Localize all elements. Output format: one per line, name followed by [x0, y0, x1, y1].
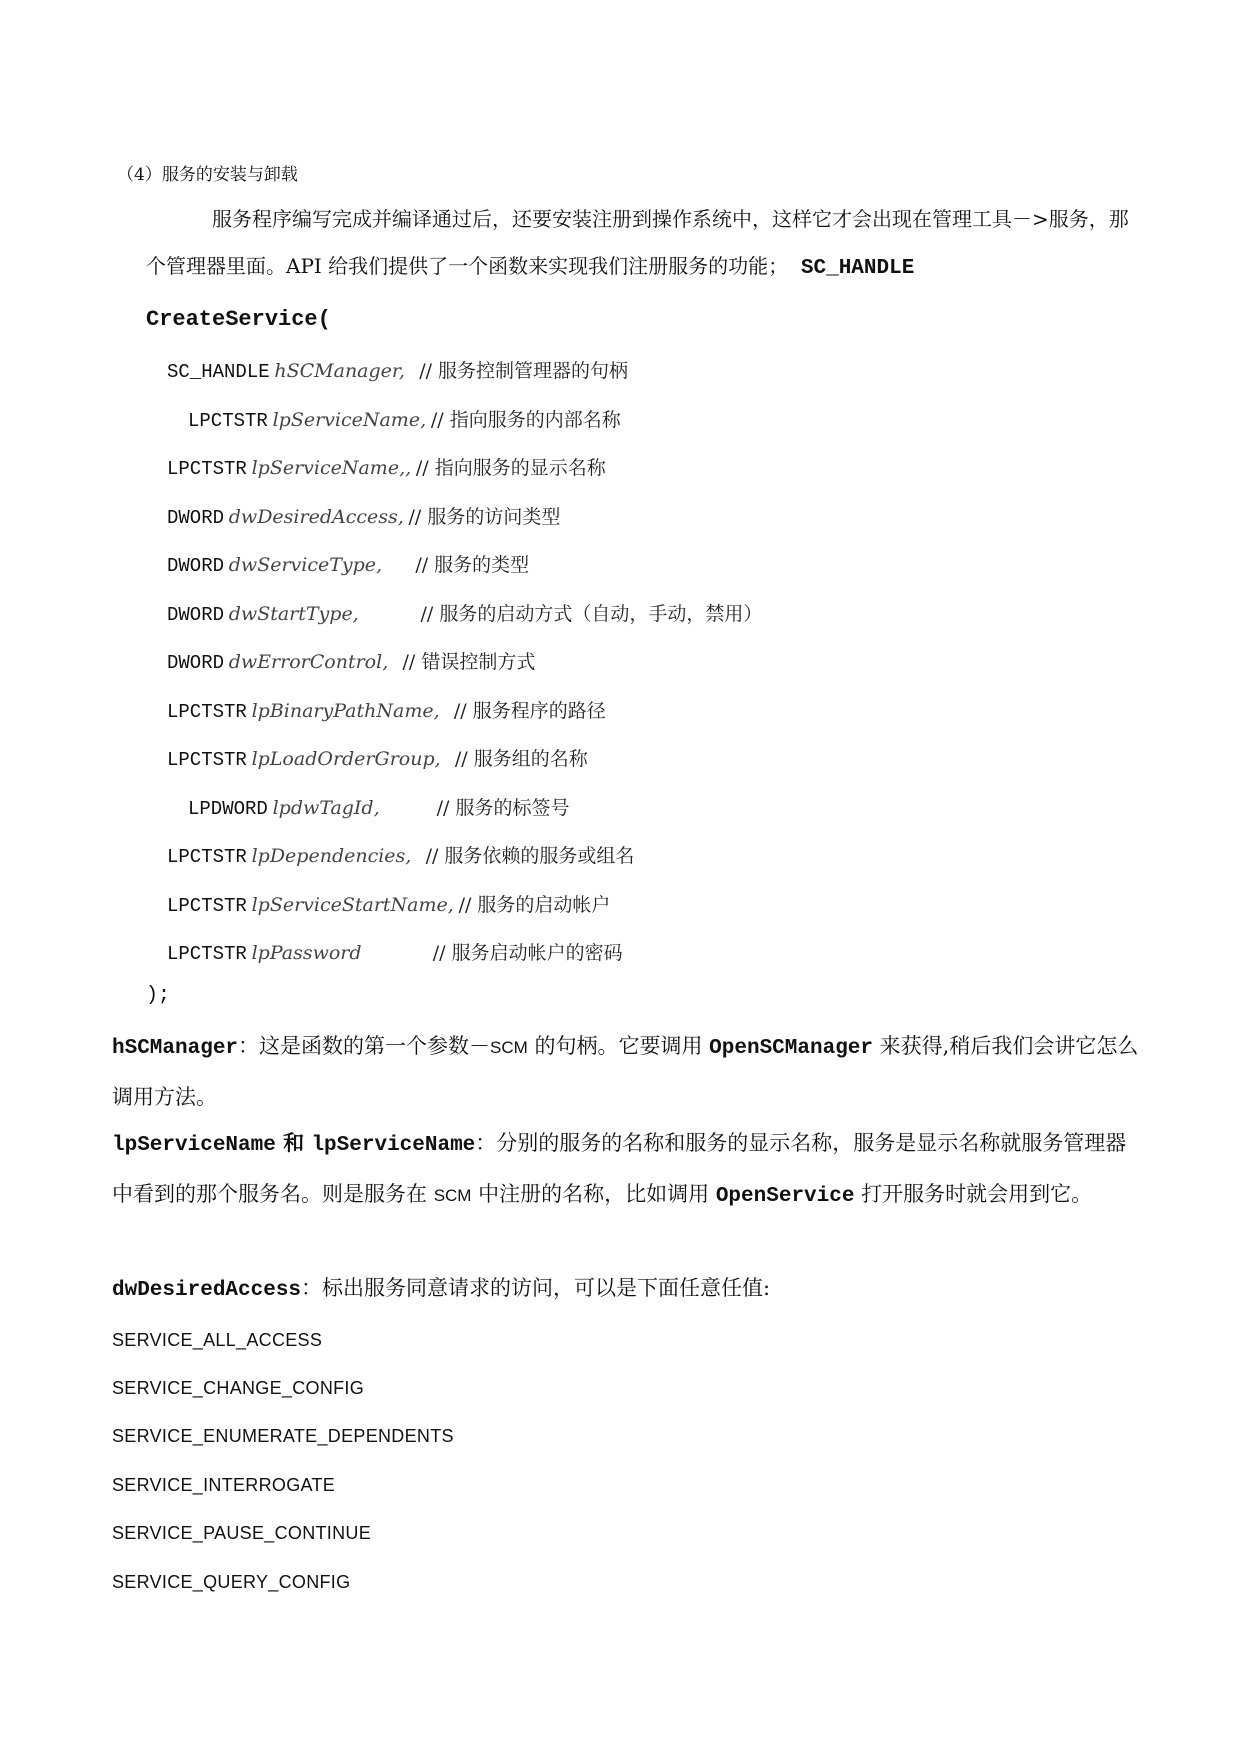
desc-text: ：标出服务同意请求的访问，可以是下面任意任值: [301, 1276, 771, 1300]
param-comment: // 错误控制方式 [402, 651, 536, 673]
param-comment: // 服务的启动方式（自动，手动，禁用） [420, 603, 763, 625]
param-comment: // 服务的标签号 [436, 797, 570, 819]
param-line [167, 356, 628, 383]
param-comment: // 服务启动帐户的密码 [432, 942, 623, 964]
access-value: SERVICE_ALL_ACCESS [112, 1330, 323, 1350]
param-type: DWORD [167, 652, 225, 674]
param-name: dwStartType, [228, 603, 359, 625]
param-name: lpdwTagId, [272, 797, 380, 819]
param-comment: // 服务的启动帐户 [458, 894, 611, 916]
access-value: SERVICE_CHANGE_CONFIG [112, 1378, 365, 1398]
intro-text: 服务程序编写完成并编译通过后，还要安装注册到操作系统中，这样它才会出现在管理工具－>服务，那个管理器里面。API 给我们提供了一个函数来实现我们注册服务的功能； [146, 207, 1129, 278]
api-opens-cmanager: OpenSCManager [709, 1037, 873, 1060]
param-name: lpPassword [251, 942, 362, 964]
intro-paragraph [146, 196, 1136, 292]
param-line [188, 405, 621, 432]
param-line [167, 938, 623, 965]
function-signature: CreateService( [146, 307, 331, 332]
param-comment: // 服务的类型 [415, 554, 530, 576]
desc-text: 来获得,稍后我们会讲它怎么调用方法。 [112, 1034, 1139, 1109]
param-name: lpLoadOrderGroup, [251, 748, 441, 770]
param-type: LPCTSTR [167, 895, 247, 917]
param-type: DWORD [167, 507, 225, 529]
access-value: SERVICE_QUERY_CONFIG [112, 1572, 351, 1592]
param-line [167, 550, 529, 577]
param-comment: // 服务组的名称 [454, 748, 588, 770]
param-name: lpBinaryPathName, [251, 700, 440, 722]
param-line [167, 502, 560, 529]
scm-label: SCM [490, 1038, 528, 1057]
param-comment: // 指向服务的内部名称 [430, 409, 621, 431]
param-line [167, 647, 535, 674]
param-comment: // 服务控制管理器的句柄 [419, 360, 629, 382]
param-name: lpServiceName,, [251, 457, 412, 479]
scm-label: SCM [433, 1186, 472, 1205]
param-type: LPCTSTR [167, 749, 247, 771]
param-line [167, 696, 606, 723]
desc-text: 打开服务时就会用到它。 [854, 1182, 1093, 1206]
param-name: lpServiceStartName, [251, 894, 454, 916]
desc-text: ：这是函数的第一个参数－ [238, 1034, 491, 1058]
param-type: LPCTSTR [167, 458, 247, 480]
term-hscmanager: hSCManager [112, 1037, 239, 1060]
param-line [167, 453, 606, 480]
closing-paren: ); [146, 984, 171, 1007]
param-type: DWORD [167, 555, 225, 577]
param-line [167, 890, 610, 917]
param-type: LPCTSTR [167, 846, 247, 868]
param-comment: // 服务的访问类型 [408, 506, 561, 528]
access-value: SERVICE_PAUSE_CONTINUE [112, 1523, 372, 1543]
desc-text: 和 [275, 1130, 312, 1155]
access-value: SERVICE_ENUMERATE_DEPENDENTS [112, 1426, 454, 1446]
param-type: LPCTSTR [167, 943, 247, 965]
param-name: dwErrorControl, [228, 651, 389, 673]
api-openservice: OpenService [715, 1185, 855, 1208]
param-type: LPCTSTR [188, 410, 268, 432]
section-heading: （4）服务的安装与卸载 [117, 165, 298, 185]
param-type: DWORD [167, 604, 225, 626]
param-name: dwDesiredAccess, [228, 506, 404, 528]
desc-desiredaccess [112, 1264, 1142, 1315]
access-value: SERVICE_INTERROGATE [112, 1475, 336, 1495]
desc-text: ：分别的服务的名称和服务的显示名称，服务是显示名称就服务管理器中看到的那个服务名。则是服务在 [112, 1131, 1127, 1206]
param-type: SC_HANDLE [167, 361, 270, 383]
param-line [167, 599, 762, 626]
term-displayname: lpServiceName [311, 1134, 476, 1157]
param-line [167, 841, 634, 868]
desc-hscmanager [112, 1022, 1142, 1121]
param-line [188, 793, 569, 820]
param-comment: // 服务程序的路径 [453, 700, 606, 722]
return-type: SC_HANDLE [800, 257, 915, 280]
param-name: lpServiceName, [272, 409, 427, 431]
param-name: dwServiceType, [228, 554, 383, 576]
param-comment: // 指向服务的显示名称 [415, 457, 606, 479]
param-line [167, 744, 588, 771]
param-name: lpDependencies, [251, 845, 412, 867]
param-name: hSCManager, [274, 360, 405, 382]
desc-servicename [112, 1119, 1142, 1221]
term-desiredaccess: dwDesiredAccess [112, 1279, 302, 1302]
desc-text: 中注册的名称，比如调用 [471, 1182, 716, 1206]
desc-text: 的句柄。它要调用 [527, 1034, 710, 1058]
term-servicename: lpServiceName [112, 1134, 276, 1157]
param-type: LPCTSTR [167, 701, 247, 723]
param-type: LPDWORD [188, 798, 268, 820]
param-comment: // 服务依赖的服务或组名 [425, 845, 635, 867]
